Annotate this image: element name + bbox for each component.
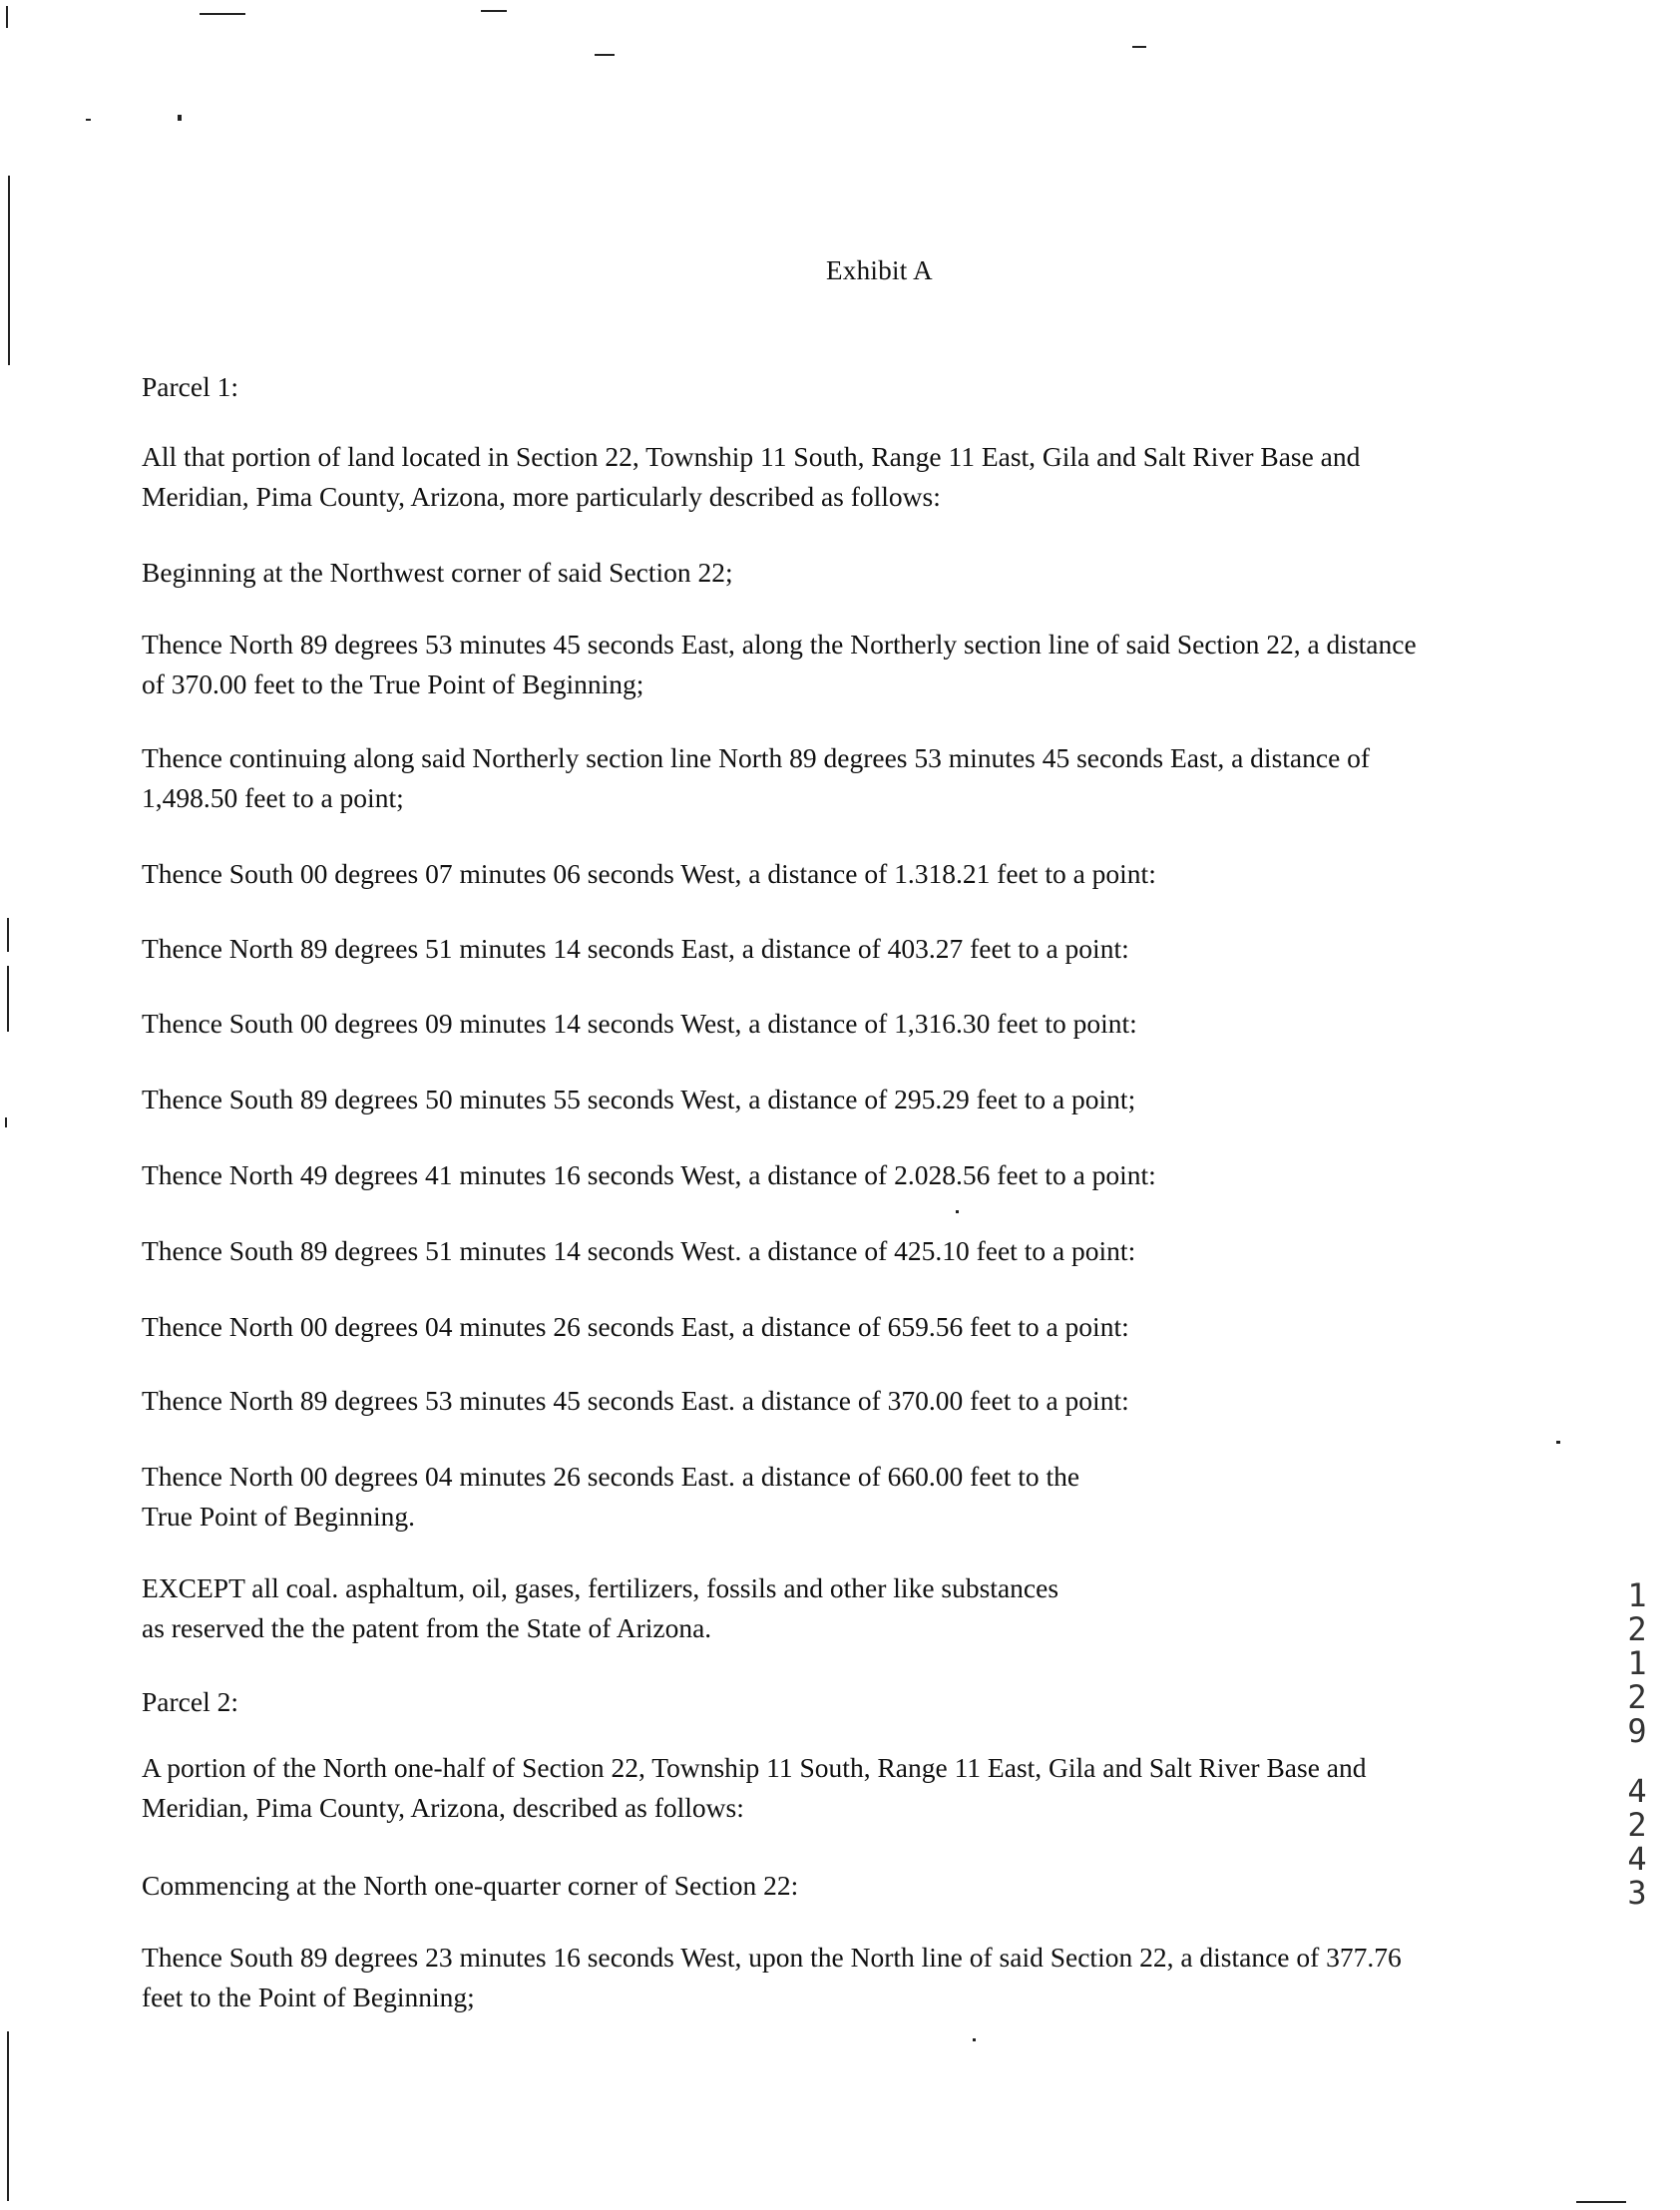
parcel-1-call-10: Thence North 89 degrees 53 minutes 45 seconds East. a distance of 370.00 feet to a point: [142,1385,1129,1416]
text-line: Thence continuing along said Northerly section line North 89 degrees 53 minutes 45 seconds East, a distance of [142,742,1371,773]
scan-mark [7,2031,9,2201]
scan-mark [481,10,507,12]
parcel-1-call-7: Thence North 49 degrees 41 minutes 16 seconds West, a distance of 2.028.56 feet to a point: [142,1159,1156,1190]
text-line: True Point of Beginning. [142,1501,416,1532]
stamp-digit: 1 [1627,1644,1647,1682]
parcel-1-call-6: Thence South 89 degrees 50 minutes 55 seconds West, a distance of 295.29 feet to a point; [142,1084,1136,1114]
parcel-1-call-3: Thence South 00 degrees 07 minutes 06 seconds West, a distance of 1.318.21 feet to a point: [142,858,1156,889]
parcel-2-heading: Parcel 2: [142,1686,238,1717]
scan-mark [973,2038,976,2041]
parcel-1-exception [142,1568,1648,1648]
text-line: Meridian, Pima County, Arizona, more particularly described as follows: [142,481,941,512]
text-line: A portion of the North one-half of Section 22, Township 11 South, Range 11 East, Gila and Salt River Base and [142,1752,1367,1783]
text-line: of 370.00 feet to the True Point of Beginning; [142,668,644,699]
parcel-1-call-9: Thence North 00 degrees 04 minutes 26 seconds East, a distance of 659.56 feet to a point: [142,1311,1129,1342]
stamp-digit: 9 [1627,1712,1647,1750]
parcel-2-intro [142,1748,1648,1828]
scan-mark [86,119,91,121]
text-line: as reserved the the patent from the State of Arizona. [142,1612,712,1643]
stamp-digit: 1 [1627,1576,1647,1614]
stamp-digit: 4 [1627,1840,1647,1878]
text-line: Thence North 89 degrees 53 minutes 45 seconds East, along the Northerly section line of said Section 22, a distance [142,629,1417,660]
parcel-1-beginning: Beginning at the Northwest corner of said Section 22; [142,557,733,588]
stamp-digit: 2 [1627,1806,1647,1844]
stamp-digit: 2 [1627,1678,1647,1716]
document-title: Exhibit A [826,255,933,285]
scan-mark [595,54,615,56]
scan-mark [7,918,9,952]
text-line: EXCEPT all coal. asphaltum, oil, gases, fertilizers, fossils and other like substances [142,1572,1059,1603]
scan-mark [8,176,10,365]
scan-mark [1576,2201,1626,2203]
stamp-gap [1622,1748,1652,1774]
text-line: All that portion of land located in Section 22, Township 11 South, Range 11 East, Gila and Salt River Base and [142,441,1361,472]
parcel-2-commencing: Commencing at the North one-quarter corner of Section 22: [142,1870,799,1901]
stamp-digit: 2 [1627,1610,1647,1648]
text-line: Meridian, Pima County, Arizona, described as follows: [142,1792,744,1823]
parcel-1-heading: Parcel 1: [142,371,238,402]
parcel-1-call-1 [142,625,1648,704]
text-line: 1,498.50 feet to a point; [142,782,404,813]
scan-mark [5,1117,7,1127]
scan-mark [200,13,245,15]
scan-mark [7,966,9,1032]
scan-mark [178,115,182,121]
parcel-1-call-4: Thence North 89 degrees 51 minutes 14 seconds East, a distance of 403.27 feet to a point: [142,933,1129,964]
text-line: feet to the Point of Beginning; [142,1982,475,2012]
scan-mark [6,6,8,28]
parcel-1-call-8: Thence South 89 degrees 51 minutes 14 seconds West. a distance of 425.10 feet to a point: [142,1235,1136,1266]
stamp-digit: 3 [1627,1874,1647,1912]
stamp-digit: 4 [1627,1772,1647,1810]
text-line: Thence South 89 degrees 23 minutes 16 seconds West, upon the North line of said Section 22, a distance of 377.76 [142,1942,1402,1973]
text-line: Thence North 00 degrees 04 minutes 26 seconds East. a distance of 660.00 feet to the [142,1461,1080,1492]
parcel-1-call-2 [142,738,1648,818]
scan-mark [1556,1441,1560,1444]
parcel-1-intro [142,437,1648,517]
scan-mark [1132,46,1146,48]
parcel-2-call-1 [142,1938,1648,2017]
parcel-1-call-5: Thence South 00 degrees 09 minutes 14 seconds West, a distance of 1,316.30 feet to point: [142,1008,1137,1039]
recording-number-stamp [1622,1578,1652,1910]
scan-mark [956,1210,959,1213]
parcel-1-call-11 [142,1457,1648,1537]
